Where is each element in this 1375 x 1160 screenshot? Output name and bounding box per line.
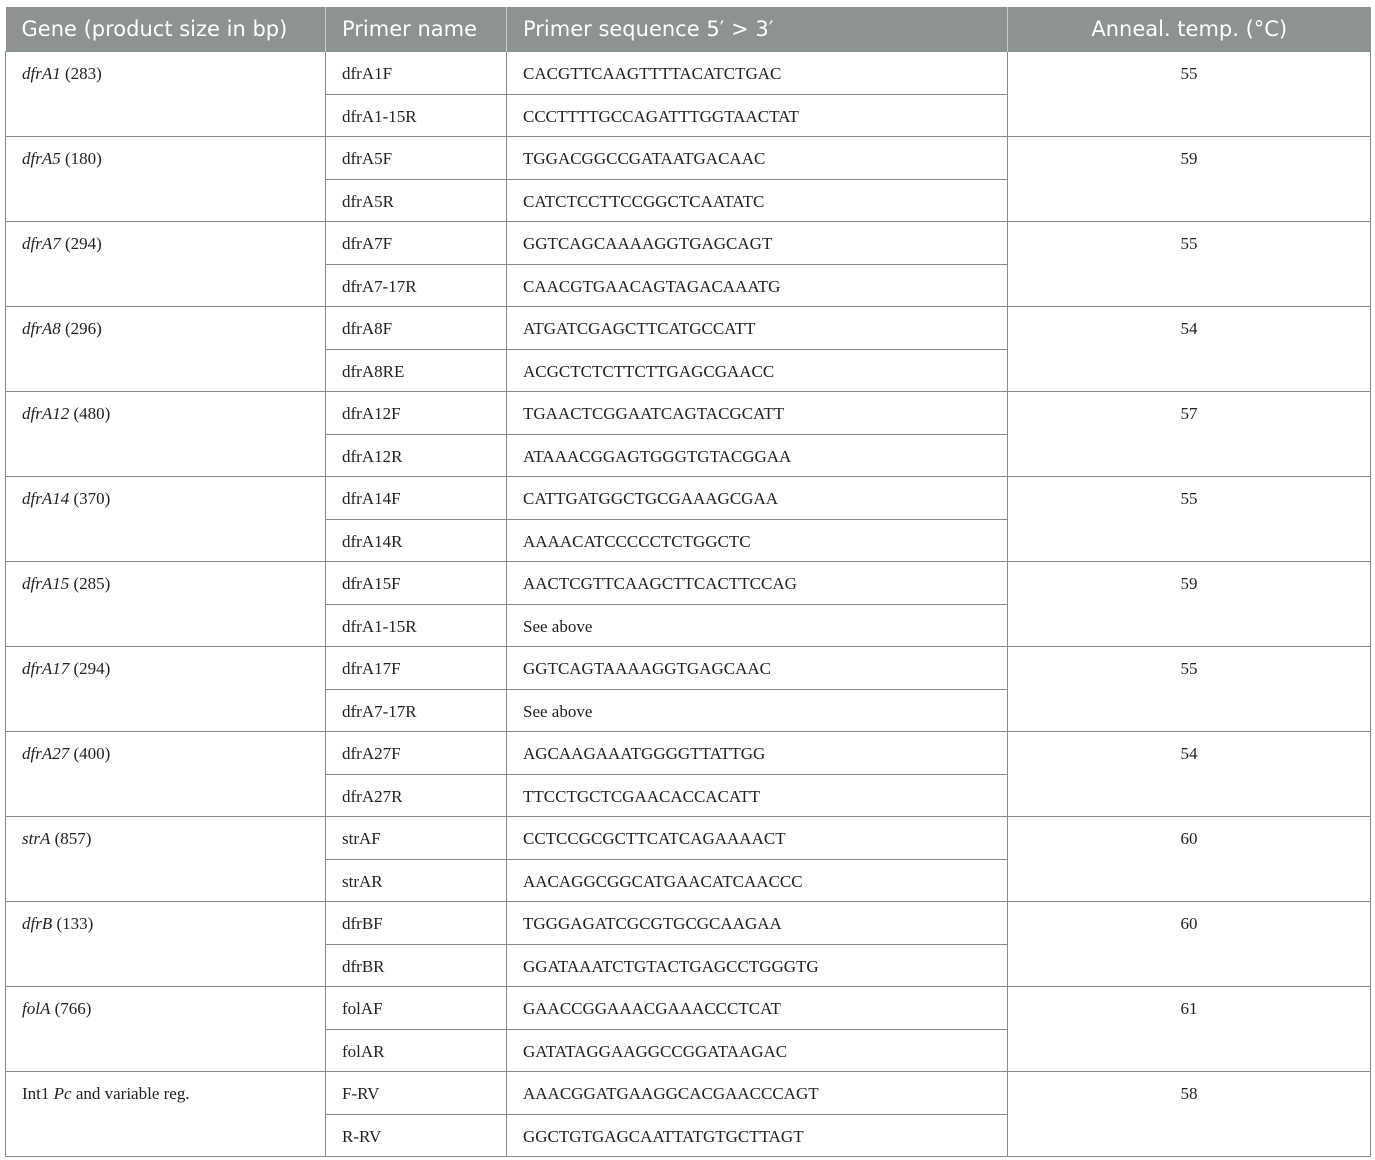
primer-name-cell: dfrBF bbox=[326, 902, 507, 945]
primer-sequence-cell: GAACCGGAAACGAAACCCTCAT bbox=[507, 987, 1008, 1030]
anneal-temp-cell: 60 bbox=[1008, 902, 1371, 987]
gene-name: dfrA8 bbox=[22, 319, 61, 338]
gene-cell bbox=[6, 307, 326, 392]
table-row bbox=[6, 392, 1371, 435]
anneal-temp-cell: 59 bbox=[1008, 137, 1371, 222]
primer-sequence-cell: ACGCTCTCTTCTTGAGCGAACC bbox=[507, 350, 1008, 392]
gene-cell bbox=[6, 647, 326, 732]
primer-sequence-cell: CATTGATGGCTGCGAAAGCGAA bbox=[507, 477, 1008, 520]
primer-sequence-cell: AACAGGCGGCATGAACATCAACCC bbox=[507, 860, 1008, 902]
primer-name-cell: dfrA17F bbox=[326, 647, 507, 690]
primer-sequence-cell: GGTCAGTAAAAGGTGAGCAAC bbox=[507, 647, 1008, 690]
primer-name-cell: dfrA5F bbox=[326, 137, 507, 180]
primer-name-cell: dfrA12F bbox=[326, 392, 507, 435]
primer-sequence-cell: GATATAGGAAGGCCGGATAAGAC bbox=[507, 1030, 1008, 1072]
primer-name-cell: dfrA1-15R bbox=[326, 605, 507, 647]
table-row bbox=[6, 137, 1371, 180]
anneal-temp-cell: 54 bbox=[1008, 307, 1371, 392]
table-row bbox=[6, 477, 1371, 520]
primer-sequence-cell: CAACGTGAACAGTAGACAAATG bbox=[507, 265, 1008, 307]
gene-name: dfrA14 bbox=[22, 489, 70, 508]
primer-sequence-cell: See above bbox=[507, 690, 1008, 732]
product-size: (294) bbox=[69, 659, 111, 678]
anneal-temp-cell: 61 bbox=[1008, 987, 1371, 1072]
primer-sequence-cell: AAACGGATGAAGGCACGAACCCAGT bbox=[507, 1072, 1008, 1115]
primer-sequence-cell: AAAACATCCCCCTCTGGCTC bbox=[507, 520, 1008, 562]
table-row bbox=[6, 902, 1371, 945]
primer-name-cell: dfrA15F bbox=[326, 562, 507, 605]
anneal-temp-cell: 59 bbox=[1008, 562, 1371, 647]
gene-name: dfrB bbox=[22, 914, 53, 933]
product-size: (285) bbox=[69, 574, 111, 593]
gene-name: dfrA5 bbox=[22, 149, 61, 168]
header-primer-name: Primer name bbox=[326, 7, 507, 52]
gene-name: dfrA1 bbox=[22, 64, 61, 83]
anneal-temp-cell: 55 bbox=[1008, 52, 1371, 137]
product-size: (294) bbox=[60, 234, 102, 253]
table-row bbox=[6, 1072, 1371, 1115]
primer-sequence-cell: GGTCAGCAAAAGGTGAGCAGT bbox=[507, 222, 1008, 265]
product-size: (857) bbox=[50, 829, 92, 848]
primer-sequence-cell: TTCCTGCTCGAACACCACATT bbox=[507, 775, 1008, 817]
primer-name-cell: dfrA5R bbox=[326, 180, 507, 222]
table-row bbox=[6, 817, 1371, 860]
primer-name-cell: F-RV bbox=[326, 1072, 507, 1115]
anneal-temp-cell: 60 bbox=[1008, 817, 1371, 902]
product-size: (766) bbox=[50, 999, 92, 1018]
primer-sequence-cell: AACTCGTTCAAGCTTCACTTCCAG bbox=[507, 562, 1008, 605]
primer-name-cell: folAR bbox=[326, 1030, 507, 1072]
gene-name: dfrA7 bbox=[22, 234, 61, 253]
primer-sequence-cell: See above bbox=[507, 605, 1008, 647]
primer-name-cell: dfrA14F bbox=[326, 477, 507, 520]
primer-sequence-cell: GGCTGTGAGCAATTATGTGCTTAGT bbox=[507, 1115, 1008, 1157]
table-row bbox=[6, 307, 1371, 350]
primer-name-cell: folAF bbox=[326, 987, 507, 1030]
primer-name-cell: dfrA14R bbox=[326, 520, 507, 562]
table-header bbox=[6, 7, 1371, 52]
primer-sequence-cell: CCTCCGCGCTTCATCAGAAAACT bbox=[507, 817, 1008, 860]
anneal-temp-cell: 54 bbox=[1008, 732, 1371, 817]
header-primer-sequence: Primer sequence 5′ > 3′ bbox=[507, 7, 1008, 52]
anneal-temp-cell: 58 bbox=[1008, 1072, 1371, 1157]
primer-name-cell: dfrA7-17R bbox=[326, 690, 507, 732]
gene-italic: Pc bbox=[53, 1084, 72, 1103]
anneal-temp-cell: 55 bbox=[1008, 647, 1371, 732]
primer-name-cell: R-RV bbox=[326, 1115, 507, 1157]
header-row bbox=[6, 7, 1371, 52]
gene-name: folA bbox=[22, 999, 51, 1018]
primer-name-cell: strAF bbox=[326, 817, 507, 860]
primer-sequence-cell: GGATAAATCTGTACTGAGCCTGGGTG bbox=[507, 945, 1008, 987]
primer-sequence-cell: CCCTTTTGCCAGATTTGGTAACTAT bbox=[507, 95, 1008, 137]
primer-table bbox=[5, 7, 1371, 1157]
primer-sequence-cell: TGGACGGCCGATAATGACAAC bbox=[507, 137, 1008, 180]
gene-cell bbox=[6, 817, 326, 902]
gene-prefix: Int1 bbox=[22, 1084, 54, 1103]
primer-name-cell: strAR bbox=[326, 860, 507, 902]
gene-name: dfrA17 bbox=[22, 659, 70, 678]
header-anneal-temp: Anneal. temp. (°C) bbox=[1008, 7, 1371, 52]
primer-name-cell: dfrA1F bbox=[326, 52, 507, 95]
anneal-temp-cell: 55 bbox=[1008, 477, 1371, 562]
primer-sequence-cell: TGGGAGATCGCGTGCGCAAGAA bbox=[507, 902, 1008, 945]
gene-cell bbox=[6, 902, 326, 987]
gene-name: dfrA12 bbox=[22, 404, 70, 423]
gene-name: dfrA27 bbox=[22, 744, 70, 763]
product-size: (133) bbox=[52, 914, 94, 933]
product-size: (400) bbox=[69, 744, 111, 763]
table-row bbox=[6, 52, 1371, 95]
gene-cell bbox=[6, 137, 326, 222]
gene-cell bbox=[6, 392, 326, 477]
gene-cell bbox=[6, 562, 326, 647]
anneal-temp-cell: 57 bbox=[1008, 392, 1371, 477]
product-size: (283) bbox=[60, 64, 102, 83]
gene-cell bbox=[6, 52, 326, 137]
gene-cell bbox=[6, 1072, 326, 1157]
primer-name-cell: dfrA8RE bbox=[326, 350, 507, 392]
primer-sequence-cell: TGAACTCGGAATCAGTACGCATT bbox=[507, 392, 1008, 435]
anneal-temp-cell: 55 bbox=[1008, 222, 1371, 307]
header-gene: Gene (product size in bp) bbox=[6, 7, 326, 52]
table-body bbox=[6, 52, 1371, 1157]
gene-name: strA bbox=[22, 829, 51, 848]
primer-name-cell: dfrA12R bbox=[326, 435, 507, 477]
primer-name-cell: dfrBR bbox=[326, 945, 507, 987]
gene-cell bbox=[6, 732, 326, 817]
primer-sequence-cell: ATGATCGAGCTTCATGCCATT bbox=[507, 307, 1008, 350]
table-row bbox=[6, 222, 1371, 265]
gene-cell bbox=[6, 477, 326, 562]
gene-cell bbox=[6, 222, 326, 307]
primer-sequence-cell: ATAAACGGAGTGGGTGTACGGAA bbox=[507, 435, 1008, 477]
table-row bbox=[6, 562, 1371, 605]
product-size: (296) bbox=[60, 319, 102, 338]
primer-sequence-cell: CATCTCCTTCCGGCTCAATATC bbox=[507, 180, 1008, 222]
table-row bbox=[6, 732, 1371, 775]
table-row bbox=[6, 987, 1371, 1030]
primer-sequence-cell: CACGTTCAAGTTTTACATCTGAC bbox=[507, 52, 1008, 95]
primer-name-cell: dfrA7F bbox=[326, 222, 507, 265]
primer-sequence-cell: AGCAAGAAATGGGGTTATTGG bbox=[507, 732, 1008, 775]
primer-name-cell: dfrA7-17R bbox=[326, 265, 507, 307]
gene-cell bbox=[6, 987, 326, 1072]
table-row bbox=[6, 647, 1371, 690]
primer-name-cell: dfrA8F bbox=[326, 307, 507, 350]
product-size: (180) bbox=[60, 149, 102, 168]
primer-name-cell: dfrA27R bbox=[326, 775, 507, 817]
gene-suffix: and variable reg. bbox=[71, 1084, 190, 1103]
product-size: (480) bbox=[69, 404, 111, 423]
primer-name-cell: dfrA27F bbox=[326, 732, 507, 775]
product-size: (370) bbox=[69, 489, 111, 508]
gene-name: dfrA15 bbox=[22, 574, 70, 593]
primer-name-cell: dfrA1-15R bbox=[326, 95, 507, 137]
